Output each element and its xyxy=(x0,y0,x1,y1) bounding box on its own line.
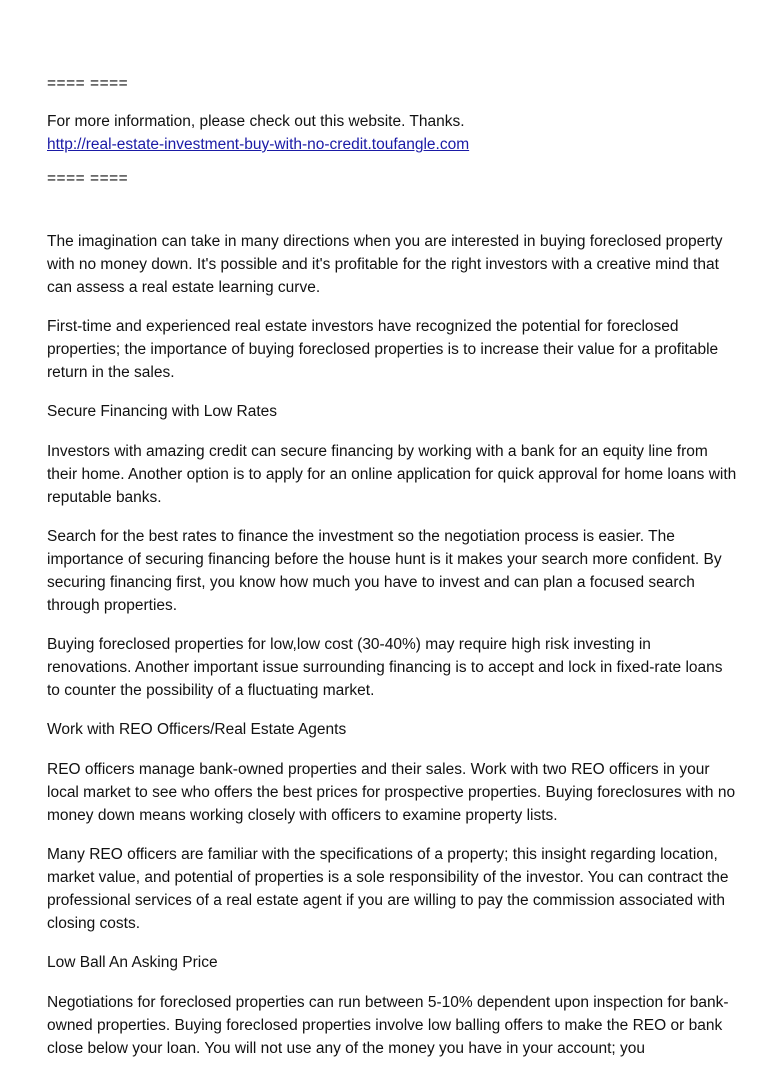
separator-top: ==== ==== xyxy=(47,75,129,92)
article-body xyxy=(47,230,737,1060)
website-link[interactable]: http://real-estate-investment-buy-with-no-credit.toufangle.com xyxy=(47,136,470,153)
paragraph: Negotiations for foreclosed properties can run between 5-10% dependent upon inspection for bank-owned properties. Buying foreclosed properties involve low balling offers to make the REO or bank close below your loan. You will not use any of the money you have in your account; you xyxy=(47,994,729,1057)
document-page xyxy=(47,72,737,1076)
paragraph: The imagination can take in many directions when you are interested in buying foreclosed property with no money down. It's possible and it's profitable for the right investors with a creative mind that can assess a real estate learning curve. xyxy=(47,233,723,296)
paragraph: First-time and experienced real estate investors have recognized the potential for foreclosed properties; the importance of buying foreclosed properties is to increase their value for a profitable return in the sales. xyxy=(47,318,719,381)
info-block xyxy=(47,110,737,156)
paragraph: Many REO officers are familiar with the specifications of a property; this insight regarding location, market value, and potential of properties is a sole responsibility of the investor. You can contract the professional services of a real estate agent if you are willing to pay the commission associated with closing costs. xyxy=(47,846,729,932)
separator-bottom: ==== ==== xyxy=(47,170,129,187)
paragraph: Buying foreclosed properties for low,low cost (30-40%) may require high risk investing in renovations. Another important issue surrounding financing is to accept and lock in fixed-rate loans to counter the possibility of a fluctuating market. xyxy=(47,636,723,699)
info-text: For more information, please check out this website. Thanks. xyxy=(47,113,465,130)
paragraph: Search for the best rates to finance the investment so the negotiation process is easier. The importance of securing financing before the house hunt is it makes your search more confident. By securing financing first, you know how much you have to invest and can plan a focused search through properties. xyxy=(47,528,722,614)
paragraph: Investors with amazing credit can secure financing by working with a bank for an equity line from their home. Another option is to apply for an online application for quick approval for home loans with reputable banks. xyxy=(47,443,737,506)
section-heading: Work with REO Officers/Real Estate Agents xyxy=(47,721,347,738)
paragraph: REO officers manage bank-owned properties and their sales. Work with two REO officers in your local market to see who offers the best prices for prospective properties. Buying foreclosures with no money down means working closely with officers to examine property lists. xyxy=(47,761,736,824)
section-heading: Secure Financing with Low Rates xyxy=(47,403,278,420)
section-heading: Low Ball An Asking Price xyxy=(47,954,218,971)
